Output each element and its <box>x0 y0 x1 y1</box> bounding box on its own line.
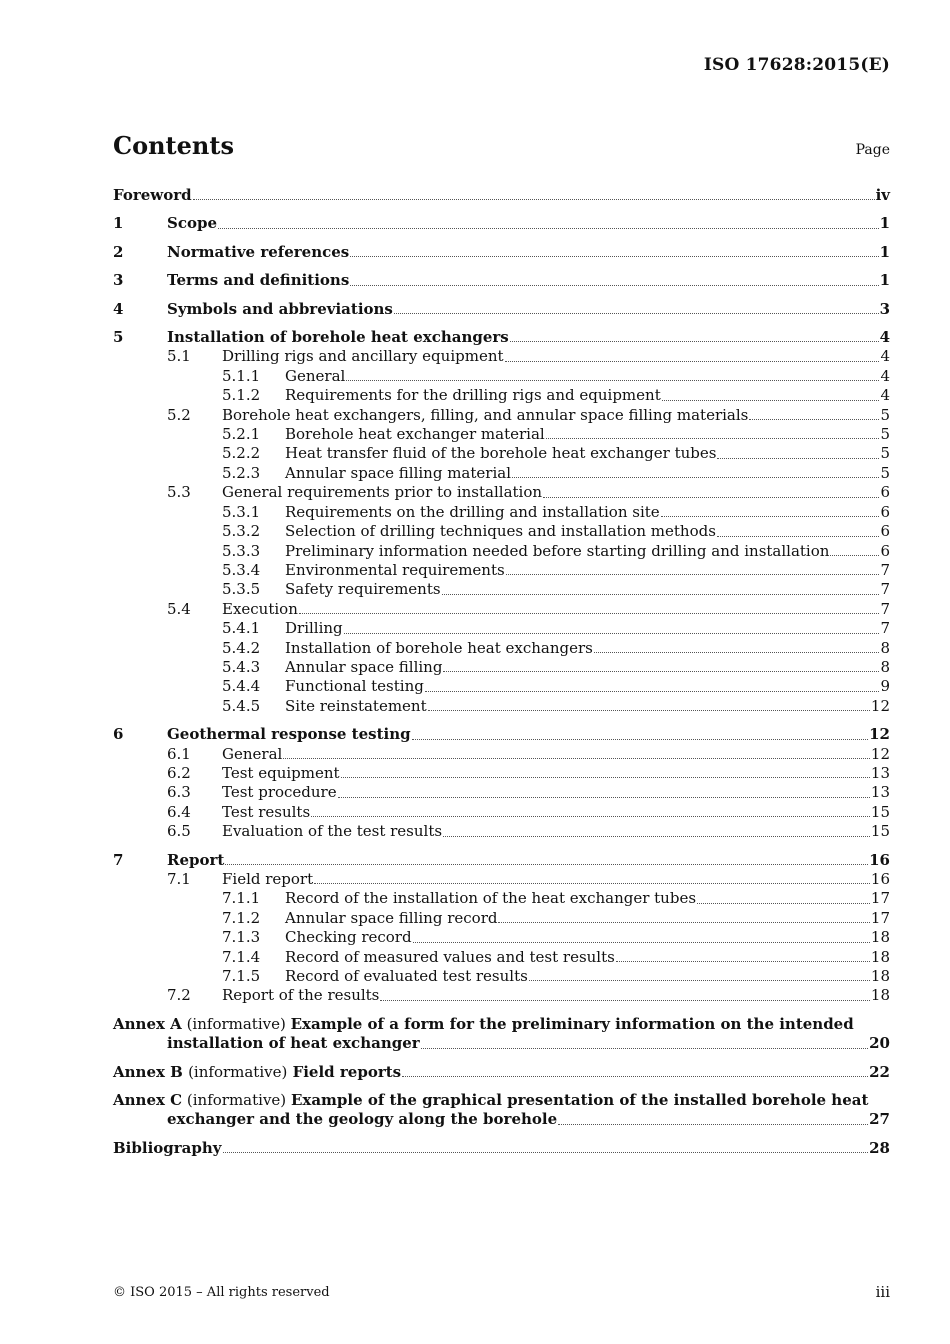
toc-entry-number: 7.1.5 <box>222 967 261 986</box>
toc-entry-number: 5.4.5 <box>222 696 261 715</box>
toc-entry-page: 6 <box>880 522 890 541</box>
toc-entry-title: Normative references <box>167 242 350 261</box>
dot-leader <box>717 535 880 537</box>
toc-entry-title: Borehole heat exchanger material <box>285 425 545 444</box>
toc-entry-title: General requirements prior to installation <box>222 483 543 502</box>
toc-entry-page: 15 <box>870 802 890 821</box>
dot-leader <box>338 796 870 798</box>
toc-entry[interactable] <box>113 542 890 561</box>
toc-entry-annex[interactable] <box>113 1091 890 1130</box>
toc-entry-number: 3 <box>113 271 124 290</box>
toc-entry-title: Drilling <box>285 619 343 638</box>
page-column-label: Page <box>855 142 890 158</box>
toc-entry[interactable] <box>113 948 890 967</box>
table-of-contents <box>113 186 890 1158</box>
toc-entry-page: 6 <box>880 541 890 560</box>
dot-leader <box>661 515 880 517</box>
toc-entry-title: Annular space filling record <box>285 908 498 927</box>
toc-entry-page: 1 <box>879 214 890 233</box>
toc-entry-number: 5.4.4 <box>222 677 261 696</box>
toc-entry-number: 5.3.1 <box>222 502 261 521</box>
toc-entry-page: 18 <box>870 986 890 1005</box>
toc-entry-annex[interactable] <box>113 1015 890 1054</box>
toc-entry-annex[interactable] <box>113 1063 890 1082</box>
toc-entry-page: 3 <box>879 299 890 318</box>
dot-leader <box>510 340 879 342</box>
toc-entry-number: 5.3.2 <box>222 522 261 541</box>
dot-leader <box>442 593 880 595</box>
toc-entry-number: 7.1 <box>167 870 191 888</box>
toc-entry-number: 6.5 <box>167 822 191 841</box>
toc-entry-title: Functional testing <box>285 677 424 696</box>
toc-entry-page: 1 <box>879 242 890 261</box>
toc-entry-number: 5.4.2 <box>222 638 261 657</box>
toc-entry-title: Installation of borehole heat exchangers <box>167 328 509 347</box>
annex-title-line1: Example of a form for the preliminary information on the intended <box>290 1014 854 1033</box>
toc-entry-page: 13 <box>870 763 890 782</box>
annex-title-line1: Field reports <box>292 1062 402 1081</box>
toc-entry-title: Selection of drilling techniques and installation methods <box>285 522 716 541</box>
toc-entry-page: 9 <box>880 677 890 696</box>
toc-entry[interactable] <box>113 580 890 599</box>
dot-leader <box>662 399 880 401</box>
dot-leader <box>543 496 879 498</box>
dot-leader <box>421 1047 868 1049</box>
annex-label: Annex A <box>113 1014 182 1033</box>
toc-entry-title: Report <box>167 850 225 869</box>
toc-entry-number: 7 <box>113 850 124 869</box>
toc-entry-title: Site reinstatement <box>285 696 427 715</box>
toc-entry-number: 5.3.3 <box>222 541 261 560</box>
toc-entry[interactable] <box>113 986 890 1005</box>
dot-leader <box>506 573 880 575</box>
toc-entry-title: Record of the installation of the heat exchanger tubes <box>285 889 697 908</box>
toc-entry[interactable] <box>113 243 890 262</box>
toc-entry-page: 5 <box>880 425 890 444</box>
dot-leader <box>223 1151 869 1153</box>
toc-entry-title: Bibliography <box>113 1138 222 1157</box>
toc-entry-page: 28 <box>869 1138 890 1157</box>
toc-entry-number: 5.2 <box>167 405 191 424</box>
dot-leader <box>498 921 869 923</box>
toc-entry[interactable] <box>113 503 890 522</box>
toc-entry-number: 5.4.3 <box>222 657 261 676</box>
dot-leader <box>412 738 869 740</box>
toc-entry-title: Safety requirements <box>285 580 441 599</box>
toc-entry[interactable] <box>113 909 890 928</box>
toc-entry-number: 5.2.1 <box>222 425 261 444</box>
dot-leader <box>616 960 870 962</box>
toc-entry-page: 16 <box>870 870 890 888</box>
toc-entry-page: 8 <box>880 638 890 657</box>
toc-entry-title: Installation of borehole heat exchangers <box>285 638 593 657</box>
toc-entry[interactable] <box>113 300 890 319</box>
dot-leader <box>344 632 880 634</box>
dot-leader <box>341 776 870 778</box>
toc-entry-page: 4 <box>880 347 890 366</box>
dot-leader <box>717 457 879 459</box>
toc-entry-number: 5.2.3 <box>222 463 261 482</box>
dot-leader <box>443 835 870 837</box>
toc-entry-number: 5 <box>113 328 124 347</box>
toc-entry[interactable] <box>113 677 890 696</box>
toc-entry-title: Test results <box>222 802 311 821</box>
toc-entry[interactable] <box>113 367 890 386</box>
toc-entry[interactable] <box>113 214 890 233</box>
page-title: Contents <box>113 131 234 160</box>
dot-leader <box>594 651 880 653</box>
dot-leader <box>428 709 870 711</box>
dot-leader <box>350 255 878 257</box>
annex-heading-line <box>113 1015 890 1034</box>
toc-entry[interactable] <box>113 483 890 502</box>
annex-kind: (informative) <box>188 1062 288 1081</box>
toc-entry-number: 7.2 <box>167 986 191 1005</box>
annex-label: Annex B <box>113 1062 183 1081</box>
toc-entry-number: 7.1.4 <box>222 947 261 966</box>
toc-entry-title: Annular space filling <box>285 657 443 676</box>
toc-entry-page: 1 <box>879 271 890 290</box>
toc-entry-number: 7.1.1 <box>222 889 261 908</box>
dot-leader <box>394 312 879 314</box>
toc-entry-page: 6 <box>880 502 890 521</box>
toc-entry[interactable] <box>113 425 890 444</box>
toc-entry-page: 18 <box>870 947 890 966</box>
toc-entry-title: Execution <box>222 599 298 618</box>
annex-continuation-line <box>113 1110 890 1129</box>
annex-title-line1: Example of the graphical presentation of the installed borehole heat <box>290 1091 869 1110</box>
page-number: iii <box>875 1283 890 1301</box>
annex-title-line2: exchanger and the geology along the borehole <box>167 1110 558 1129</box>
toc-entry-page: 17 <box>870 889 890 908</box>
dot-leader <box>283 757 870 759</box>
dot-leader <box>311 815 870 817</box>
toc-entry-page: 18 <box>870 928 890 947</box>
toc-entry-title: Checking record <box>285 928 412 947</box>
toc-entry-title: Annular space filling material <box>285 463 511 482</box>
copyright-footer: © ISO 2015 – All rights reserved <box>113 1285 330 1300</box>
toc-entry[interactable] <box>113 347 890 366</box>
toc-entry[interactable] <box>113 967 890 986</box>
toc-entry-number: 5.3 <box>167 483 191 502</box>
annex-title-line2: installation of heat exchanger <box>167 1034 420 1053</box>
toc-entry-page: 6 <box>880 483 890 502</box>
annex-label: Annex C <box>113 1091 183 1110</box>
dot-leader <box>346 379 879 381</box>
toc-entry-page: 27 <box>869 1110 890 1129</box>
toc-entry-page: 12 <box>869 725 890 744</box>
toc-entry-number: 4 <box>113 299 124 318</box>
toc-entry-number: 6.4 <box>167 802 191 821</box>
toc-entry-number: 6.3 <box>167 783 191 802</box>
toc-entry[interactable] <box>113 464 890 483</box>
toc-entry[interactable] <box>113 444 890 463</box>
toc-entry-page: 17 <box>870 908 890 927</box>
toc-entry-title: Field report <box>222 870 314 888</box>
dot-leader <box>299 612 880 614</box>
toc-entry-page: 4 <box>879 328 890 347</box>
toc-entry-title: Test equipment <box>222 763 340 782</box>
dot-leader <box>749 418 879 420</box>
dot-leader <box>314 882 870 884</box>
toc-entry[interactable] <box>113 803 890 822</box>
toc-entry-page: 15 <box>870 822 890 841</box>
dot-leader <box>529 979 870 981</box>
toc-entry-page: 5 <box>880 463 890 482</box>
toc-entry-page: 13 <box>870 783 890 802</box>
document-id-header: ISO 17628:2015(E) <box>703 55 890 75</box>
toc-entry-title: Record of evaluated test results <box>285 967 528 986</box>
toc-entry-page: 5 <box>880 444 890 463</box>
toc-entry-bibliography[interactable] <box>113 1139 890 1158</box>
toc-entry-page: 7 <box>880 599 890 618</box>
toc-entry-page: 7 <box>880 619 890 638</box>
annex-continuation-line <box>113 1034 890 1053</box>
toc-entry[interactable] <box>113 870 890 889</box>
dot-leader <box>546 437 880 439</box>
toc-entry[interactable] <box>113 928 890 947</box>
dot-leader <box>425 690 880 692</box>
toc-entry-title: Borehole heat exchangers, filling, and annular space filling materials <box>222 405 749 424</box>
dot-leader <box>558 1123 868 1125</box>
toc-entry-number: 7.1.2 <box>222 908 261 927</box>
dot-leader <box>218 227 879 229</box>
toc-entry-title: Symbols and abbreviations <box>167 299 393 318</box>
toc-entry-number: 5.1.2 <box>222 386 261 405</box>
toc-entry[interactable] <box>113 745 890 764</box>
dot-leader <box>413 941 870 943</box>
toc-entry-page: 4 <box>880 366 890 385</box>
toc-entry-title: Evaluation of the test results <box>222 822 443 841</box>
toc-entry-number: 6.2 <box>167 763 191 782</box>
dot-leader <box>193 198 875 200</box>
annex-kind: (informative) <box>186 1091 287 1110</box>
dot-leader <box>225 863 868 865</box>
toc-entry-title: General <box>285 366 346 385</box>
toc-entry[interactable] <box>113 406 890 425</box>
toc-entry-page: 7 <box>880 580 890 599</box>
toc-entry-page: 5 <box>880 405 890 424</box>
toc-entry-page: 12 <box>870 696 890 715</box>
toc-entry-title: Requirements on the drilling and installation site <box>285 502 660 521</box>
toc-entry-page: 7 <box>880 560 890 579</box>
annex-heading-line <box>113 1091 890 1110</box>
dot-leader <box>512 476 879 478</box>
toc-entry-page: 12 <box>870 744 890 763</box>
dot-leader <box>505 360 880 362</box>
toc-entry-number: 5.1 <box>167 347 191 366</box>
toc-entry-title: General <box>222 744 283 763</box>
toc-entry[interactable] <box>113 764 890 783</box>
toc-entry-title: Terms and definitions <box>167 271 350 290</box>
toc-entry-number: 5.4 <box>167 599 191 618</box>
toc-entry-number: 5.1.1 <box>222 366 261 385</box>
toc-entry[interactable] <box>113 186 890 205</box>
toc-entry[interactable] <box>113 619 890 638</box>
dot-leader <box>697 902 870 904</box>
toc-entry[interactable] <box>113 328 890 347</box>
toc-entry-title: Requirements for the drilling rigs and equipment <box>285 386 661 405</box>
toc-entry-number: 6.1 <box>167 744 191 763</box>
toc-entry[interactable] <box>113 522 890 541</box>
toc-entry[interactable] <box>113 639 890 658</box>
toc-entry[interactable] <box>113 271 890 290</box>
toc-entry[interactable] <box>113 725 890 744</box>
toc-entry-title: Environmental requirements <box>285 560 505 579</box>
toc-entry[interactable] <box>113 658 890 677</box>
toc-entry-number: 7.1.3 <box>222 928 261 947</box>
toc-entry-number: 5.2.2 <box>222 444 261 463</box>
toc-entry-title: Report of the results <box>222 986 380 1005</box>
toc-entry-page: 18 <box>870 967 890 986</box>
dot-leader <box>443 670 879 672</box>
toc-entry-page: 16 <box>869 850 890 869</box>
dot-leader <box>830 554 879 556</box>
annex-heading-line <box>113 1063 401 1082</box>
toc-entry-title: Drilling rigs and ancillary equipment <box>222 347 504 366</box>
toc-entry-page: iv <box>875 186 890 204</box>
toc-entry-title: Heat transfer fluid of the borehole heat exchanger tubes <box>285 444 717 463</box>
toc-entry-page: 8 <box>880 657 890 676</box>
toc-entry-page: 20 <box>869 1034 890 1053</box>
dot-leader <box>350 284 878 286</box>
toc-entry-number: 6 <box>113 725 124 744</box>
toc-entry-page: 22 <box>869 1062 890 1081</box>
toc-entry[interactable] <box>113 697 890 716</box>
toc-entry-title: Preliminary information needed before starting drilling and installation <box>285 541 830 560</box>
toc-entry-title: Record of measured values and test results <box>285 947 615 966</box>
toc-entry-title: Scope <box>167 214 218 233</box>
annex-kind: (informative) <box>186 1014 286 1033</box>
toc-entry-title: Geothermal response testing <box>167 725 411 744</box>
toc-entry[interactable] <box>113 851 890 870</box>
toc-entry[interactable] <box>113 386 890 405</box>
toc-entry-number: 1 <box>113 214 124 233</box>
toc-entry-number: 2 <box>113 242 124 261</box>
toc-entry[interactable] <box>113 822 890 841</box>
dot-leader <box>402 1075 868 1077</box>
toc-entry-number: 5.4.1 <box>222 619 261 638</box>
toc-entry-title: Test procedure <box>222 783 337 802</box>
toc-entry[interactable] <box>113 783 890 802</box>
toc-entry-number: 5.3.5 <box>222 580 261 599</box>
toc-entry-number: 5.3.4 <box>222 560 261 579</box>
toc-entry[interactable] <box>113 600 890 619</box>
toc-entry-title: Foreword <box>113 186 192 204</box>
toc-entry-page: 4 <box>880 386 890 405</box>
toc-entry[interactable] <box>113 889 890 908</box>
toc-entry[interactable] <box>113 561 890 580</box>
dot-leader <box>380 999 870 1001</box>
